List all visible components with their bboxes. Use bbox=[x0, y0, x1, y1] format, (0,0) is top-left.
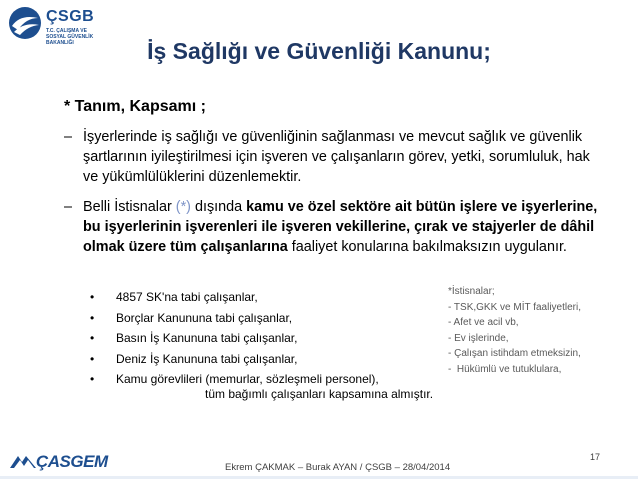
csgb-logo-icon bbox=[8, 6, 42, 40]
covered-workers-list bbox=[88, 287, 379, 390]
list-item bbox=[88, 328, 379, 349]
casgem-logo-name: ÇASGEM bbox=[36, 452, 108, 471]
exceptions-note bbox=[448, 284, 581, 377]
scope-text-part1: Belli İstisnalar bbox=[83, 199, 176, 215]
exceptions-note-header: *İstisnalar; bbox=[448, 286, 495, 297]
dash-bullet: – bbox=[64, 199, 73, 215]
exceptions-note-item: - Ev işlerinde, bbox=[448, 332, 509, 344]
exceptions-note-item: - Hükümlü ve tutuklulara, bbox=[448, 363, 562, 375]
list-item bbox=[88, 308, 379, 329]
list-item-text: Deniz İş Kanununa tabi çalışanlar, bbox=[116, 351, 298, 366]
bullet-dot: • bbox=[90, 331, 95, 345]
slide-title: İş Sağlığı ve Güvenliği Kanunu; bbox=[147, 38, 491, 64]
list-tail-text: tüm bağımlı çalışanları kapsamına almıştır. bbox=[205, 387, 434, 401]
csgb-logo-name: ÇSGB bbox=[46, 8, 95, 25]
casgem-logo-icon bbox=[8, 452, 38, 472]
scope-text-part3: faaliyet konularına bakılmaksızın uygulanır. bbox=[287, 239, 567, 255]
exceptions-note-item: - TSK,GKK ve MİT faaliyetleri, bbox=[448, 301, 582, 313]
paragraph-purpose bbox=[64, 127, 604, 187]
bullet-dot: • bbox=[90, 351, 95, 366]
casgem-logo bbox=[8, 450, 118, 476]
list-item-text: Kamu görevlileri (memurlar, sözleşmeli personel), bbox=[116, 372, 379, 386]
paragraph-purpose-text: İşyerlerinde iş sağlığı ve güvenliğinin sağlanması ve mevcut sağlık ve güvenlik şartlarının iyileştirilmesi için işveren ve çalışanların görev, yetki, sorumluluk, hak ve yükümlülüklerini düzenlemektir. bbox=[83, 129, 590, 185]
bullet-dot: • bbox=[90, 310, 95, 325]
list-item-text: Borçlar Kanununa tabi çalışanlar, bbox=[116, 310, 293, 325]
section-heading: * Tanım, Kapsamı ; bbox=[64, 98, 206, 115]
exceptions-note-item: - Çalışan istihdam etmeksizin, bbox=[448, 348, 581, 359]
page-number: 17 bbox=[590, 452, 601, 462]
paragraph-scope-text bbox=[83, 197, 604, 257]
list-item bbox=[88, 349, 379, 370]
scope-text-bold: kamu ve özel sektöre ait bütün işlere ve işyerlerine, bu işyerlerinin işverenleri ile işveren vekillerine, çırak ve stajyerler de dâhil olmak üzere tüm çalışanlarına bbox=[83, 199, 598, 255]
list-item bbox=[88, 287, 379, 308]
scope-text-part2: dışında bbox=[190, 199, 247, 215]
list-item-text: Basın İş Kanununa tabi çalışanlar, bbox=[116, 331, 298, 345]
dash-bullet: – bbox=[64, 129, 73, 145]
csgb-logo-subtitle: T.C. ÇALIŞMA VE SOSYAL GÜVENLİK BAKANLIĞI bbox=[46, 28, 94, 46]
paragraph-scope bbox=[64, 197, 604, 257]
footer-text: Ekrem ÇAKMAK – Burak AYAN / ÇSGB – 28/04/2014 bbox=[225, 462, 451, 473]
bullet-dot: • bbox=[90, 290, 95, 304]
exceptions-marker: (*) bbox=[175, 199, 191, 215]
list-item-text: 4857 SK'na tabi çalışanlar, bbox=[116, 290, 258, 304]
bullet-dot: • bbox=[90, 372, 95, 386]
exceptions-note-item: - Afet ve acil vb, bbox=[448, 317, 519, 328]
